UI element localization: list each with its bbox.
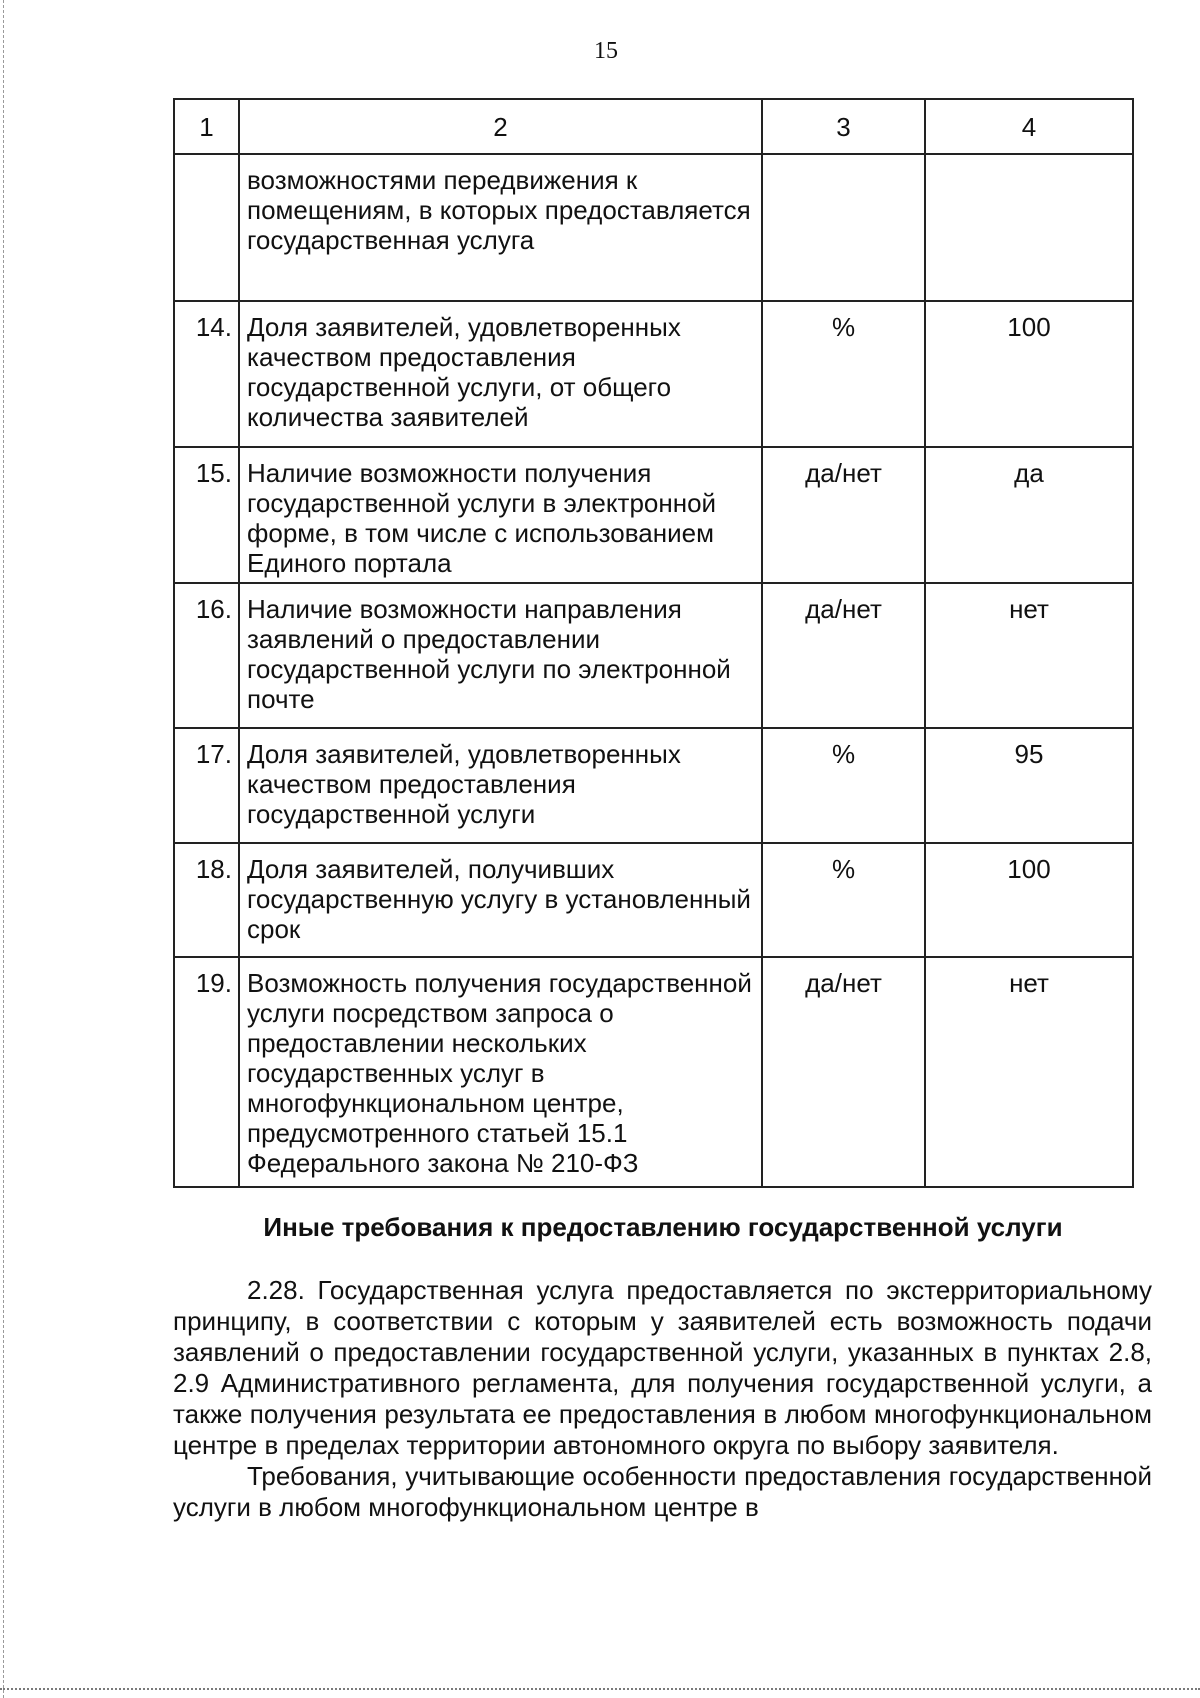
row-number: 15.	[174, 447, 239, 583]
table-row	[174, 583, 1133, 728]
paragraph: 2.28. Государственная услуга предоставляется по экстерриториальному принципу, в соответствии с которым у заявителей есть возможность подачи заявлений о предоставлении государственной услуги, указанных в пунктах 2.8, 2.9 Административного регламента, для получения государственной услуги, а также получения результата ее предоставления в любом многофункциональном центре в пределах территории автономного округа по выбору заявителя.	[173, 1275, 1152, 1460]
table-header-row	[174, 99, 1133, 154]
row-unit: да/нет	[762, 447, 925, 583]
row-unit: %	[762, 728, 925, 843]
body-text	[173, 1275, 1152, 1523]
table-row	[174, 728, 1133, 843]
row-description: Доля заявителей, удовлетворенных качеством предоставления государственной услуги, от общего количества заявителей	[239, 301, 762, 447]
scan-edge-left	[3, 0, 4, 1698]
row-number: 19.	[174, 957, 239, 1187]
row-value: нет	[925, 583, 1133, 728]
row-value: 100	[925, 843, 1133, 957]
row-description: Доля заявителей, получивших государственную услугу в установленный срок	[239, 843, 762, 957]
row-value: 100	[925, 301, 1133, 447]
row-description: Возможность получения государственной услуги посредством запроса о предоставлении нескольких государственных услуг в многофункциональном центре, предусмотренного статьей 15.1 Федерального закона № 210-ФЗ	[239, 957, 762, 1187]
row-value: да	[925, 447, 1133, 583]
table-row	[174, 154, 1133, 301]
row-value: 95	[925, 728, 1133, 843]
row-description: Наличие возможности получения государственной услуги в электронной форме, в том числе с использованием Единого портала	[239, 447, 762, 583]
row-unit: %	[762, 843, 925, 957]
row-description: Наличие возможности направления заявлений о предоставлении государственной услуги по электронной почте	[239, 583, 762, 728]
header-cell: 2	[239, 99, 762, 154]
row-number: 14.	[174, 301, 239, 447]
scan-edge-bottom	[0, 1688, 1200, 1690]
row-number: 16.	[174, 583, 239, 728]
paragraph: Требования, учитывающие особенности предоставления государственной услуги в любом многофункциональном центре в	[173, 1461, 1152, 1522]
row-description: возможностями передвижения к помещениям, в которых предоставляется государственная услуга	[239, 154, 762, 301]
table-row	[174, 843, 1133, 957]
row-unit: да/нет	[762, 583, 925, 728]
header-cell: 4	[925, 99, 1133, 154]
row-unit: %	[762, 301, 925, 447]
row-value	[925, 154, 1133, 301]
table-row	[174, 447, 1133, 583]
requirements-table	[173, 98, 1134, 1188]
table-row	[174, 301, 1133, 447]
table-row	[174, 957, 1133, 1187]
row-unit: да/нет	[762, 957, 925, 1187]
row-value: нет	[925, 957, 1133, 1187]
row-number: 18.	[174, 843, 239, 957]
row-unit	[762, 154, 925, 301]
section-title: Иные требования к предоставлению государственной услуги	[263, 1212, 1063, 1242]
row-number: 17.	[174, 728, 239, 843]
row-number	[174, 154, 239, 301]
page-number: 15	[594, 38, 618, 64]
row-description: Доля заявителей, удовлетворенных качеством предоставления государственной услуги	[239, 728, 762, 843]
header-cell: 1	[174, 99, 239, 154]
header-cell: 3	[762, 99, 925, 154]
